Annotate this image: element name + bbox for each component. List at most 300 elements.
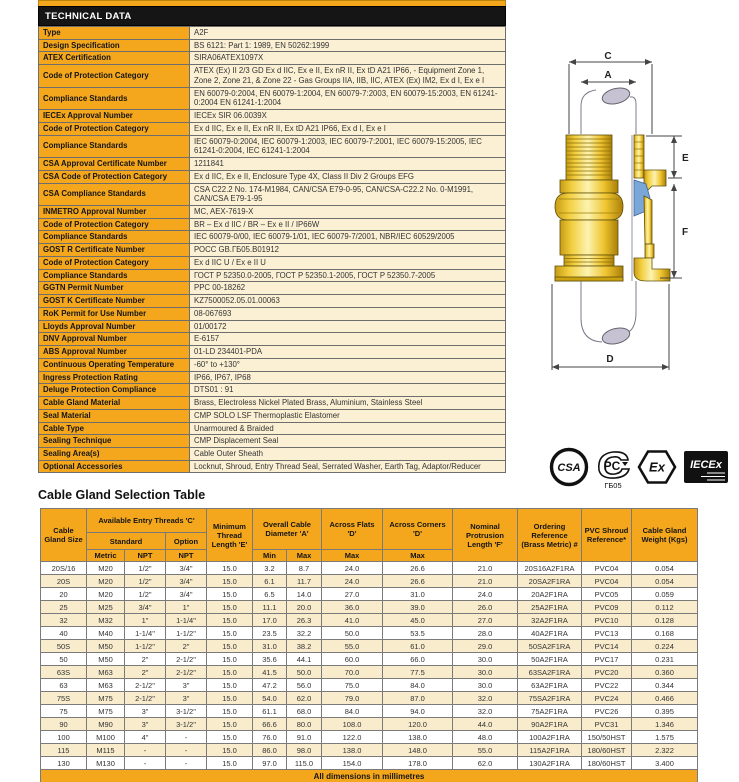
spec-label: INMETRO Approval Number [39, 206, 190, 219]
cable-bottom [581, 281, 636, 347]
cell-ordering-ref: 25A2F1RA [518, 601, 582, 614]
cell-npt-standard: 1" [125, 614, 166, 627]
cell-a-max: 98.0 [287, 744, 322, 757]
cell-corners-max: 87.0 [383, 692, 453, 705]
gost-pct-caption: ГБ05 [604, 481, 622, 490]
spec-row [39, 269, 506, 282]
cell-protrusion-f: 62.0 [453, 757, 518, 770]
cell-npt-standard: 2" [125, 653, 166, 666]
dimension-label-e: E [682, 153, 689, 164]
cell-corners-max: 26.6 [383, 575, 453, 588]
cell-size: 40 [41, 627, 87, 640]
cell-a-max: 11.7 [287, 575, 322, 588]
cell-size: 90 [41, 718, 87, 731]
cell-weight: 0.112 [632, 601, 698, 614]
selection-table-header [41, 509, 698, 562]
cell-size: 63S [41, 666, 87, 679]
cell-shroud-ref: PVC04 [582, 562, 632, 575]
spec-label: GOST K Certificate Number [39, 295, 190, 308]
spec-value: Brass, Electroless Nickel Plated Brass, Aluminium, Stainless Steel [190, 397, 506, 410]
cell-a-min: 66.6 [253, 718, 287, 731]
cell-protrusion-f: 26.0 [453, 601, 518, 614]
cell-npt-option: - [166, 744, 207, 757]
spec-value: ГОСТ P 52350.0-2005, ГОСТ P 52350.1-2005, ГОСТ P 52350.7-2005 [190, 269, 506, 282]
table-row [41, 640, 698, 653]
cell-corners-max: 120.0 [383, 718, 453, 731]
hex-nut [555, 193, 623, 220]
cell-npt-option: - [166, 731, 207, 744]
spec-row [39, 158, 506, 171]
col-across-flats: Across Flats 'D' [322, 509, 383, 550]
cell-a-max: 115.0 [287, 757, 322, 770]
cell-npt-option: 2-1/2" [166, 666, 207, 679]
spec-row [39, 320, 506, 333]
cell-thread-e: 15.0 [207, 744, 253, 757]
cell-a-max: 32.2 [287, 627, 322, 640]
cell-thread-e: 15.0 [207, 562, 253, 575]
cell-npt-option: 1-1/2" [166, 627, 207, 640]
cell-npt-option: - [166, 757, 207, 770]
spec-label: Sealing Technique [39, 435, 190, 448]
cell-shroud-ref: 180/60HST [582, 744, 632, 757]
spec-row [39, 295, 506, 308]
cell-weight: 1.575 [632, 731, 698, 744]
csa-logo [548, 444, 590, 490]
cell-flats-max: 27.0 [322, 588, 383, 601]
cell-weight: 0.344 [632, 679, 698, 692]
spec-label: Ingress Protection Rating [39, 371, 190, 384]
technical-data-header: TECHNICAL DATA [38, 6, 506, 26]
cell-npt-option: 3/4" [166, 562, 207, 575]
col-available-entry-threads: Available Entry Threads 'C' [87, 509, 207, 533]
cell-metric: M40 [87, 627, 125, 640]
spec-row [39, 65, 506, 87]
cell-size: 50 [41, 653, 87, 666]
cell-corners-max: 178.0 [383, 757, 453, 770]
cell-weight: 0.360 [632, 666, 698, 679]
cell-size: 50S [41, 640, 87, 653]
spec-label: Code of Protection Category [39, 218, 190, 231]
spec-value: IEC 60079-0:2004, IEC 60079-1:2003, IEC 60079-7:2001, IEC 60079-15:2005, IEC 61241-0:2004, IEC 61241-1:2004 [190, 135, 506, 157]
spec-label: CSA Compliance Standards [39, 183, 190, 205]
cell-npt-option: 1-1/4" [166, 614, 207, 627]
cell-shroud-ref: PVC10 [582, 614, 632, 627]
cell-weight: 0.168 [632, 627, 698, 640]
spec-value: CMP Displacement Seal [190, 435, 506, 448]
cell-thread-e: 15.0 [207, 679, 253, 692]
spec-row [39, 333, 506, 346]
spec-label: Sealing Area(s) [39, 447, 190, 460]
cell-npt-option: 3/4" [166, 575, 207, 588]
spec-value: 01/00172 [190, 320, 506, 333]
cell-thread-e: 15.0 [207, 653, 253, 666]
cell-ordering-ref: 100A2F1RA [518, 731, 582, 744]
spec-row [39, 409, 506, 422]
col-flats-max: Max [322, 550, 383, 562]
table-row [41, 692, 698, 705]
cell-thread-e: 15.0 [207, 588, 253, 601]
spec-label: GGTN Permit Number [39, 282, 190, 295]
cell-corners-max: 66.0 [383, 653, 453, 666]
spec-value: PPC 00-18262 [190, 282, 506, 295]
cell-flats-max: 24.0 [322, 562, 383, 575]
cell-npt-option: 2-1/2" [166, 653, 207, 666]
dimension-d [552, 284, 669, 370]
col-a-max: Max [287, 550, 322, 562]
cell-thread-e: 15.0 [207, 705, 253, 718]
cell-ordering-ref: 50SA2F1RA [518, 640, 582, 653]
cell-flats-max: 24.0 [322, 575, 383, 588]
spec-value: DTS01 : 91 [190, 384, 506, 397]
spec-label: Design Specification [39, 39, 190, 52]
cell-size: 115 [41, 744, 87, 757]
col-cable-gland-size: Cable Gland Size [41, 509, 87, 562]
cell-npt-option: 1" [166, 601, 207, 614]
spec-row [39, 422, 506, 435]
cell-corners-max: 94.0 [383, 705, 453, 718]
cell-npt-standard: 2-1/2" [125, 679, 166, 692]
iecex-logo [683, 444, 729, 490]
cell-weight: 0.395 [632, 705, 698, 718]
spec-row [39, 244, 506, 257]
cell-metric: M25 [87, 601, 125, 614]
cell-metric: M115 [87, 744, 125, 757]
cell-shroud-ref: 150/50HST [582, 731, 632, 744]
cell-ordering-ref: 20A2F1RA [518, 588, 582, 601]
cell-npt-standard: 1/2" [125, 562, 166, 575]
col-minimum-thread-length: Minimum Thread Length 'E' [207, 509, 253, 562]
cell-corners-max: 26.6 [383, 562, 453, 575]
cell-corners-max: 31.0 [383, 588, 453, 601]
spec-row [39, 231, 506, 244]
cell-metric: M20 [87, 575, 125, 588]
cell-weight: 0.466 [632, 692, 698, 705]
cell-flats-max: 70.0 [322, 666, 383, 679]
cell-protrusion-f: 24.0 [453, 588, 518, 601]
cell-thread-e: 15.0 [207, 731, 253, 744]
cell-flats-max: 154.0 [322, 757, 383, 770]
cell-flats-max: 138.0 [322, 744, 383, 757]
spec-row [39, 282, 506, 295]
spec-label: CSA Code of Protection Category [39, 170, 190, 183]
spec-label: Code of Protection Category [39, 256, 190, 269]
spec-value: IEC 60079-0/00, IEC 60079-1/01, IEC 60079-7/2001, NBR/IEC 60529/2005 [190, 231, 506, 244]
cell-ordering-ref: 63SA2F1RA [518, 666, 582, 679]
spec-label: Cable Type [39, 422, 190, 435]
dimension-label-f: F [682, 227, 689, 238]
cell-a-min: 97.0 [253, 757, 287, 770]
col-a-min: Min [253, 550, 287, 562]
cell-flats-max: 108.0 [322, 718, 383, 731]
cell-ordering-ref: 32A2F1RA [518, 614, 582, 627]
cell-npt-option: 3" [166, 679, 207, 692]
col-nominal-protrusion: Nominal Protrusion Length 'F' [453, 509, 518, 562]
cell-shroud-ref: PVC31 [582, 718, 632, 731]
table-row [41, 679, 698, 692]
dimension-label-d: D [606, 354, 614, 365]
spec-value: IECEx SIR 06.0039X [190, 110, 506, 123]
cell-protrusion-f: 21.0 [453, 562, 518, 575]
cell-a-min: 17.0 [253, 614, 287, 627]
technical-data-table [38, 26, 506, 473]
cell-metric: M63 [87, 666, 125, 679]
cell-weight: 2.322 [632, 744, 698, 757]
spec-value: CSA C22.2 No. 174-M1984, CAN/CSA E79-0-95, CAN/CSA-C22.2 No. 0-M1991, CAN/CSA E79-1-95 [190, 183, 506, 205]
cell-shroud-ref: PVC09 [582, 601, 632, 614]
cell-a-max: 80.0 [287, 718, 322, 731]
cell-thread-e: 15.0 [207, 718, 253, 731]
cell-size: 75S [41, 692, 87, 705]
cell-protrusion-f: 32.0 [453, 705, 518, 718]
cell-npt-standard: - [125, 744, 166, 757]
cell-npt-standard: 1-1/2" [125, 640, 166, 653]
cell-ordering-ref: 40A2F1RA [518, 627, 582, 640]
cell-corners-max: 39.0 [383, 601, 453, 614]
cell-npt-standard: 4" [125, 731, 166, 744]
cell-ordering-ref: 90A2F1RA [518, 718, 582, 731]
spec-row [39, 135, 506, 157]
iecex-logo-text: IECEx [690, 459, 722, 471]
cell-flats-max: 41.0 [322, 614, 383, 627]
spec-row [39, 346, 506, 359]
spec-label: Compliance Standards [39, 231, 190, 244]
cell-shroud-ref: PVC26 [582, 705, 632, 718]
cell-a-min: 61.1 [253, 705, 287, 718]
cell-corners-max: 138.0 [383, 731, 453, 744]
cell-metric: M63 [87, 679, 125, 692]
cell-protrusion-f: 44.0 [453, 718, 518, 731]
cell-a-max: 44.1 [287, 653, 322, 666]
cell-shroud-ref: PVC04 [582, 575, 632, 588]
spec-row [39, 307, 506, 320]
cell-size: 63 [41, 679, 87, 692]
cell-weight: 0.054 [632, 562, 698, 575]
spec-label: Deluge Protection Compliance [39, 384, 190, 397]
col-ordering-reference: Ordering Reference (Brass Metric) # [518, 509, 582, 562]
spec-row [39, 371, 506, 384]
cell-protrusion-f: 30.0 [453, 653, 518, 666]
dimension-label-c: C [604, 52, 612, 62]
cell-a-max: 14.0 [287, 588, 322, 601]
cell-thread-e: 15.0 [207, 640, 253, 653]
cell-shroud-ref: PVC20 [582, 666, 632, 679]
cell-ordering-ref: 50A2F1RA [518, 653, 582, 666]
spec-value: 01-LD 234401-PDA [190, 346, 506, 359]
col-overall-cable-diameter: Overall Cable Diameter 'A' [253, 509, 322, 550]
cell-flats-max: 75.0 [322, 679, 383, 692]
cell-a-max: 68.0 [287, 705, 322, 718]
spec-value: IP66, IP67, IP68 [190, 371, 506, 384]
table-row [41, 601, 698, 614]
cell-weight: 0.059 [632, 588, 698, 601]
spec-row [39, 397, 506, 410]
spec-label: Compliance Standards [39, 135, 190, 157]
cell-metric: M75 [87, 705, 125, 718]
spec-value: Ex d IIC U / Ex e II U [190, 256, 506, 269]
cell-flats-max: 55.0 [322, 640, 383, 653]
cell-a-min: 54.0 [253, 692, 287, 705]
spec-value: РОСС GB.ГБ05.B01912 [190, 244, 506, 257]
selection-table-footer: All dimensions in millimetres [41, 770, 698, 782]
cell-corners-max: 45.0 [383, 614, 453, 627]
table-row [41, 627, 698, 640]
cell-thread-e: 15.0 [207, 692, 253, 705]
cell-thread-e: 15.0 [207, 627, 253, 640]
cell-npt-option: 2" [166, 640, 207, 653]
cell-metric: M32 [87, 614, 125, 627]
cell-a-min: 76.0 [253, 731, 287, 744]
cell-shroud-ref: 180/60HST [582, 757, 632, 770]
cell-flats-max: 84.0 [322, 705, 383, 718]
cell-metric: M50 [87, 653, 125, 666]
spec-row [39, 256, 506, 269]
cell-protrusion-f: 32.0 [453, 692, 518, 705]
cell-weight: 0.054 [632, 575, 698, 588]
col-corners-max: Max [383, 550, 453, 562]
cell-a-max: 26.3 [287, 614, 322, 627]
cell-npt-option: 3-1/2" [166, 718, 207, 731]
cell-flats-max: 122.0 [322, 731, 383, 744]
cell-shroud-ref: PVC22 [582, 679, 632, 692]
cell-ordering-ref: 75SA2F1RA [518, 692, 582, 705]
cell-shroud-ref: PVC13 [582, 627, 632, 640]
cell-protrusion-f: 48.0 [453, 731, 518, 744]
table-row [41, 653, 698, 666]
spec-label: Compliance Standards [39, 87, 190, 109]
spec-value: Ex d IIC, Ex e II, Enclosure Type 4X, Class II Div 2 Groups EFG [190, 170, 506, 183]
cell-corners-max: 148.0 [383, 744, 453, 757]
cell-a-max: 38.2 [287, 640, 322, 653]
cell-thread-e: 15.0 [207, 666, 253, 679]
spec-value: A2F [190, 27, 506, 40]
cell-size: 20 [41, 588, 87, 601]
spec-label: Cable Gland Material [39, 397, 190, 410]
spec-row [39, 27, 506, 40]
cell-npt-standard: - [125, 757, 166, 770]
cell-size: 20S [41, 575, 87, 588]
atex-ex-logo [636, 444, 678, 490]
spec-row [39, 460, 506, 473]
cell-metric: M130 [87, 757, 125, 770]
spec-value: MC, AEX-7619-X [190, 206, 506, 219]
cell-npt-standard: 3/4" [125, 601, 166, 614]
spec-label: ABS Approval Number [39, 346, 190, 359]
spec-row [39, 435, 506, 448]
cell-protrusion-f: 30.0 [453, 666, 518, 679]
cell-protrusion-f: 21.0 [453, 575, 518, 588]
cell-a-min: 47.2 [253, 679, 287, 692]
cell-metric: M50 [87, 640, 125, 653]
spec-label: Type [39, 27, 190, 40]
spec-value: Cable Outer Sheath [190, 447, 506, 460]
table-row [41, 731, 698, 744]
col-standard: Standard [87, 533, 166, 550]
spec-label: Lloyds Approval Number [39, 320, 190, 333]
cable-gland-front-view [555, 135, 623, 281]
cell-protrusion-f: 30.0 [453, 679, 518, 692]
cell-ordering-ref: 115A2F1RA [518, 744, 582, 757]
cell-flats-max: 36.0 [322, 601, 383, 614]
cell-weight: 0.224 [632, 640, 698, 653]
cell-corners-max: 84.0 [383, 679, 453, 692]
spec-row [39, 206, 506, 219]
spec-label: CSA Approval Certificate Number [39, 158, 190, 171]
dimension-f [660, 184, 688, 278]
cell-protrusion-f: 27.0 [453, 614, 518, 627]
cell-thread-e: 15.0 [207, 601, 253, 614]
table-row [41, 718, 698, 731]
spec-label: GOST R Certificate Number [39, 244, 190, 257]
spec-value: EN 60079-0:2004, EN 60079-1:2004, EN 60079-7:2003, EN 60079-15:2003, EN 61241-0:2004 EN 61241-1:2004 [190, 87, 506, 109]
cell-shroud-ref: PVC17 [582, 653, 632, 666]
dimension-a [581, 70, 636, 85]
col-npt-standard: NPT [125, 550, 166, 562]
cell-npt-option: 3-1/2" [166, 705, 207, 718]
cell-weight: 1.346 [632, 718, 698, 731]
certification-logos [548, 444, 729, 490]
cell-a-min: 6.5 [253, 588, 287, 601]
cell-metric: M90 [87, 718, 125, 731]
spec-label: Seal Material [39, 409, 190, 422]
spec-row [39, 87, 506, 109]
spec-label: DNV Approval Number [39, 333, 190, 346]
table-row [41, 562, 698, 575]
table-row [41, 588, 698, 601]
col-option: Option [166, 533, 207, 550]
cell-shroud-ref: PVC24 [582, 692, 632, 705]
spec-row [39, 170, 506, 183]
cell-npt-standard: 3" [125, 705, 166, 718]
cell-protrusion-f: 28.0 [453, 627, 518, 640]
technical-data-section [38, 0, 506, 473]
spec-value: BR – Ex d IIC / BR – Ex e II / IP66W [190, 218, 506, 231]
spec-label: Continuous Operating Temperature [39, 358, 190, 371]
spec-label: Compliance Standards [39, 269, 190, 282]
cell-ordering-ref: 75A2F1RA [518, 705, 582, 718]
cell-npt-option: 3/4" [166, 588, 207, 601]
col-cable-gland-weight: Cable Gland Weight (Kgs) [632, 509, 698, 562]
table-row [41, 575, 698, 588]
dimension-label-a: A [604, 70, 612, 81]
spec-row [39, 384, 506, 397]
spec-row [39, 358, 506, 371]
cell-ordering-ref: 63A2F1RA [518, 679, 582, 692]
cell-a-min: 3.2 [253, 562, 287, 575]
col-npt-option: NPT [166, 550, 207, 562]
cell-a-max: 56.0 [287, 679, 322, 692]
cell-a-max: 8.7 [287, 562, 322, 575]
spec-row [39, 39, 506, 52]
spec-row [39, 110, 506, 123]
cell-weight: 3.400 [632, 757, 698, 770]
cell-flats-max: 60.0 [322, 653, 383, 666]
spec-value: Unarmoured & Braided [190, 422, 506, 435]
cell-corners-max: 53.5 [383, 627, 453, 640]
cell-thread-e: 15.0 [207, 757, 253, 770]
cell-size: 32 [41, 614, 87, 627]
gost-pct-logo-text: PC [603, 459, 621, 473]
cell-protrusion-f: 29.0 [453, 640, 518, 653]
col-pvc-shroud: PVC Shroud Reference* [582, 509, 632, 562]
cell-npt-standard: 1/2" [125, 588, 166, 601]
cell-size: 130 [41, 757, 87, 770]
cell-protrusion-f: 55.0 [453, 744, 518, 757]
col-metric: Metric [87, 550, 125, 562]
cell-a-max: 50.0 [287, 666, 322, 679]
spec-value: Ex d IIC, Ex e II, Ex nR II, Ex tD A21 IP66, Ex d I, Ex e I [190, 122, 506, 135]
cell-size: 100 [41, 731, 87, 744]
cell-size: 75 [41, 705, 87, 718]
